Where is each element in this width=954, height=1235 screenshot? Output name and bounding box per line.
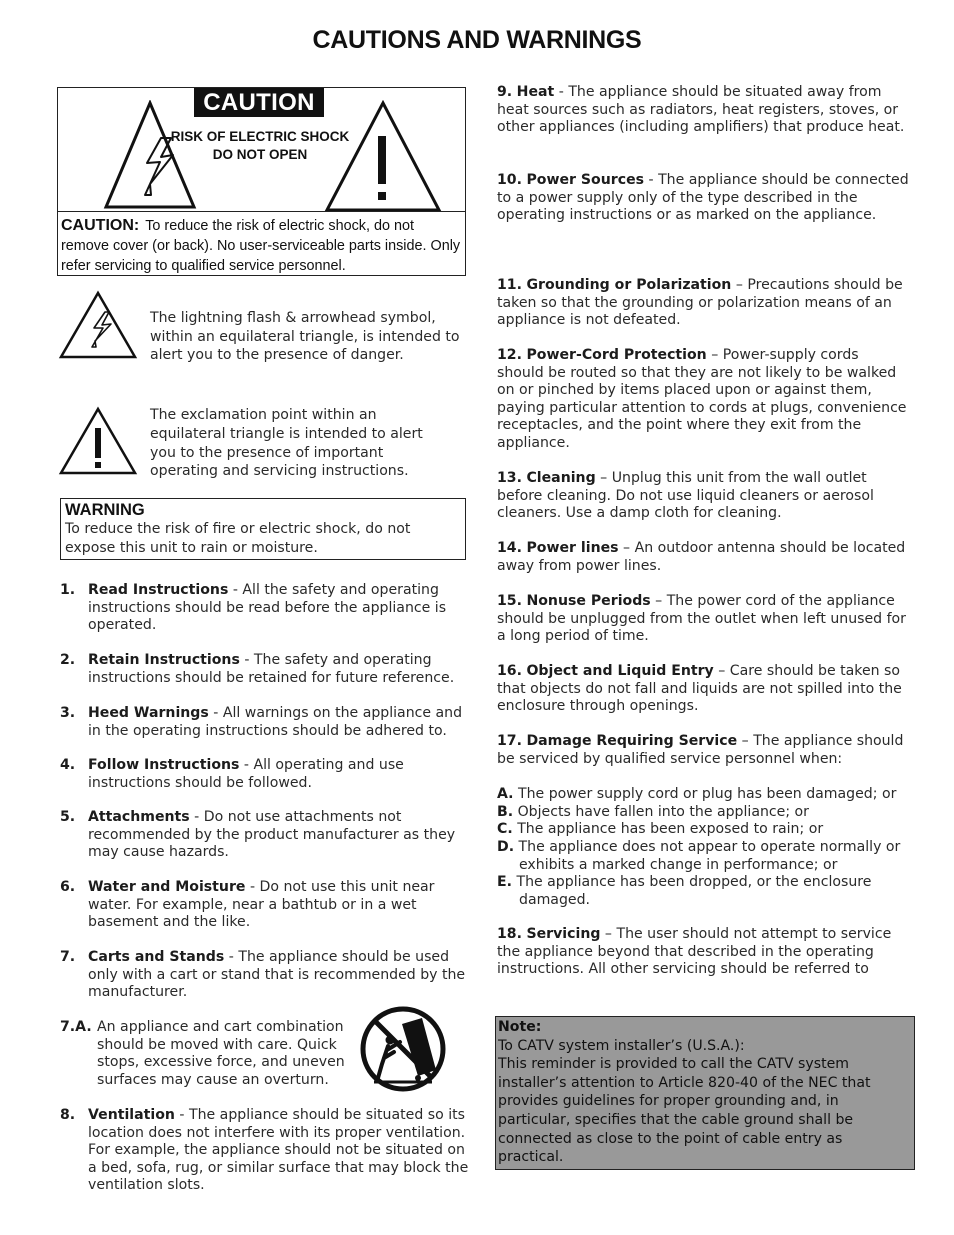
item-label: Object and Liquid Entry (526, 663, 714, 679)
exclamation-symbol-text: The exclamation point within an equilateral triangle is intended to alert you to the presence of important operating and servicing instructions. (150, 407, 423, 480)
item-separator: – (713, 663, 730, 679)
page-title: CAUTIONS AND WARNINGS (312, 26, 642, 54)
item-separator: - (239, 757, 254, 773)
sub-item-letter: B. (497, 804, 514, 820)
item-number: 8. (60, 1107, 76, 1123)
exclamation-triangle-icon (58, 406, 138, 476)
item-separator: - (228, 582, 243, 598)
list-item (497, 733, 909, 768)
item-separator: – (737, 733, 754, 749)
list-item (60, 652, 470, 687)
list-item (497, 593, 909, 646)
list-item (60, 757, 470, 792)
item-label: Retain Instructions (88, 652, 240, 668)
item-number: 18. (497, 926, 522, 942)
item-number: 13. (497, 470, 522, 486)
item-text: All operating and use instructions should be followed. (88, 757, 404, 791)
item-number: 2. (60, 652, 76, 668)
item-number: 4. (60, 757, 76, 773)
item-number: 7.A. (60, 1019, 92, 1035)
item-separator: - (189, 809, 204, 825)
item-separator: – (618, 540, 635, 556)
list-item (497, 470, 909, 523)
list-item (60, 705, 470, 740)
sub-list-item (497, 804, 917, 822)
list-item (60, 809, 470, 862)
item-number: 10. (497, 172, 522, 188)
sub-item-text: Objects have fallen into the appliance; or (517, 804, 809, 820)
item-label: Cleaning (526, 470, 596, 486)
item-separator: – (650, 593, 667, 609)
item-label: Grounding or Polarization (526, 277, 732, 293)
sub-item-letter: A. (497, 786, 514, 802)
item-text: Precautions should be taken so that the grounding or polarization means of an appliance is not defeated. (497, 277, 903, 329)
item-label: Heat (516, 84, 555, 100)
item-separator: – (595, 470, 612, 486)
item-label: Servicing (526, 926, 601, 942)
shock-line-2: DO NOT OPEN (212, 147, 308, 162)
item-text: The power cord of the appliance should be unplugged from the outlet when left unused for a long period of time. (497, 593, 906, 645)
item-number: 12. (497, 347, 522, 363)
note-subtitle: To CATV system installer’s (U.S.A.): (498, 1037, 745, 1054)
catv-note-box (495, 1016, 915, 1170)
caution-text: To reduce the risk of electric shock, do not remove cover (or back). No user-serviceable parts inside. Only refer servicing to qualified service personnel. (61, 218, 461, 274)
shock-warning-text (150, 128, 370, 164)
sub-list-item (497, 839, 917, 874)
caution-label: CAUTION: (61, 217, 140, 234)
sub-item-letter: E. (497, 874, 512, 890)
list-item (60, 1107, 475, 1195)
item-label: Ventilation (88, 1107, 175, 1123)
shock-line-1: RISK OF ELECTRIC SHOCK (170, 129, 350, 144)
list-item (60, 1019, 360, 1089)
list-item (60, 949, 470, 1002)
item-text: The appliance should be situated away from heat sources such as radiators, heat registers, stoves, or other appliances (including amplifiers) that produce heat. (497, 84, 905, 136)
item-number: 9. (497, 84, 513, 100)
cart-tip-over-icon (360, 1006, 446, 1092)
item-text: The appliance should be situated so its location does not interfere with its proper ventilation. For example, the appliance should not be situated on a bed, sofa, rug, or similar surface that may block the ventilation slots. (88, 1107, 469, 1194)
item-number: 6. (60, 879, 76, 895)
item-separator: - (554, 84, 569, 100)
item-label: Read Instructions (88, 582, 229, 598)
item-label: Attachments (88, 809, 190, 825)
caution-divider (58, 211, 465, 212)
caution-banner: CAUTION (194, 88, 324, 117)
note-title: Note: (498, 1019, 542, 1035)
sub-item-letter: C. (497, 821, 513, 837)
warning-text: To reduce the risk of fire or electric shock, do not expose this unit to rain or moisture. (65, 521, 411, 556)
list-item (497, 277, 909, 330)
sub-list-item (497, 874, 917, 909)
item-text: All warnings on the appliance and in the operating instructions should be adhered to. (88, 705, 463, 739)
item-number: 11. (497, 277, 522, 293)
item-text: The appliance should be connected to a power supply only of the type described in the operating instructions or as marked on the appliance. (497, 172, 909, 224)
item-separator: – (600, 926, 617, 942)
list-item (497, 347, 909, 453)
list-item (497, 84, 909, 137)
item-separator: - (239, 652, 254, 668)
sub-item-text: The appliance does not appear to operate normally or exhibits a marked change in performance; or (518, 839, 901, 873)
item-text: Care should be taken so that objects do not fall and liquids are not spilled into the enclosure through openings. (497, 663, 902, 715)
item-number: 7. (60, 949, 76, 965)
item-separator: - (208, 705, 223, 721)
item-text: Do not use this unit near water. For example, near a bathtub or in a wet basement and the like. (88, 879, 435, 931)
lightning-triangle-icon (58, 290, 138, 360)
list-item (497, 663, 914, 716)
list-item (60, 879, 470, 932)
list-item (60, 582, 470, 635)
item-number: 15. (497, 593, 522, 609)
item-text: All the safety and operating instructions should be read before the appliance is operated. (88, 582, 447, 634)
item-separator: - (224, 949, 239, 965)
item-separator: - (174, 1107, 189, 1123)
sub-list-item (497, 821, 917, 839)
item-text: The appliance should be used only with a cart or stand that is recommended by the manufacturer. (88, 949, 466, 1001)
list-item (497, 172, 909, 225)
sub-item-text: The appliance has been dropped, or the enclosure damaged. (516, 874, 872, 908)
item-separator: - (644, 172, 659, 188)
note-text: This reminder is provided to call the CATV system installer’s attention to Article 820-40 of the NEC that provides guidelines for proper grounding and, in particular, specifies that the cable ground shall be connected as close to the point of cable entry as practical. (498, 1056, 871, 1166)
item-text: An outdoor antenna should be located away from power lines. (497, 540, 906, 574)
item-label: Water and Moisture (88, 879, 246, 895)
list-item (497, 926, 909, 979)
item-text: The appliance should be serviced by qualified service personnel when: (497, 733, 904, 767)
item-number: 14. (497, 540, 522, 556)
caution-statement (61, 216, 465, 276)
sub-item-letter: D. (497, 839, 515, 855)
item-label: Nonuse Periods (526, 593, 651, 609)
item-separator: – (731, 277, 748, 293)
item-label: Carts and Stands (88, 949, 225, 965)
item-separator: - (245, 879, 260, 895)
sub-item-text: The appliance has been exposed to rain; or (517, 821, 824, 837)
item-number: 16. (497, 663, 522, 679)
item-number: 5. (60, 809, 76, 825)
item-text: Unplug this unit from the wall outlet before cleaning. Do not use liquid cleaners or aerosol cleaners. Use a damp cloth for cleaning. (497, 470, 874, 522)
sub-item-text: The power supply cord or plug has been damaged; or (518, 786, 897, 802)
warning-box (60, 498, 466, 560)
lightning-symbol-text: The lightning flash & arrowhead symbol, within an equilateral triangle, is intended to alert you to the presence of danger. (150, 310, 460, 363)
item-number: 1. (60, 582, 76, 598)
list-item (497, 540, 909, 575)
item-label: Follow Instructions (88, 757, 240, 773)
warning-title: WARNING (65, 501, 145, 519)
item-text: Power-supply cords should be routed so that they are not likely to be walked on or pinched by items placed upon or against them, paying particular attention to cords at plugs, convenience receptacles, and the point where they exit from the appliance. (497, 347, 907, 451)
item-label: Damage Requiring Service (526, 733, 738, 749)
item-number: 3. (60, 705, 76, 721)
item-text: The user should not attempt to service the appliance beyond that described in the operating instructions. All other servicing should be referred to (497, 926, 892, 978)
item-text: An appliance and cart combination should be moved with care. Quick stops, excessive force, and uneven surfaces may cause an overturn. (97, 1019, 345, 1088)
item-label: Power Sources (526, 172, 645, 188)
item-text: Do not use attachments not recommended by the product manufacturer as they may cause hazards. (88, 809, 456, 861)
sub-list-item (497, 786, 917, 804)
item-label: Power-Cord Protection (526, 347, 707, 363)
item-separator: – (706, 347, 723, 363)
caution-box (57, 87, 466, 276)
item-label: Heed Warnings (88, 705, 209, 721)
item-number: 17. (497, 733, 522, 749)
item-label: Power lines (526, 540, 619, 556)
item-text: The safety and operating instructions should be retained for future reference. (88, 652, 455, 686)
